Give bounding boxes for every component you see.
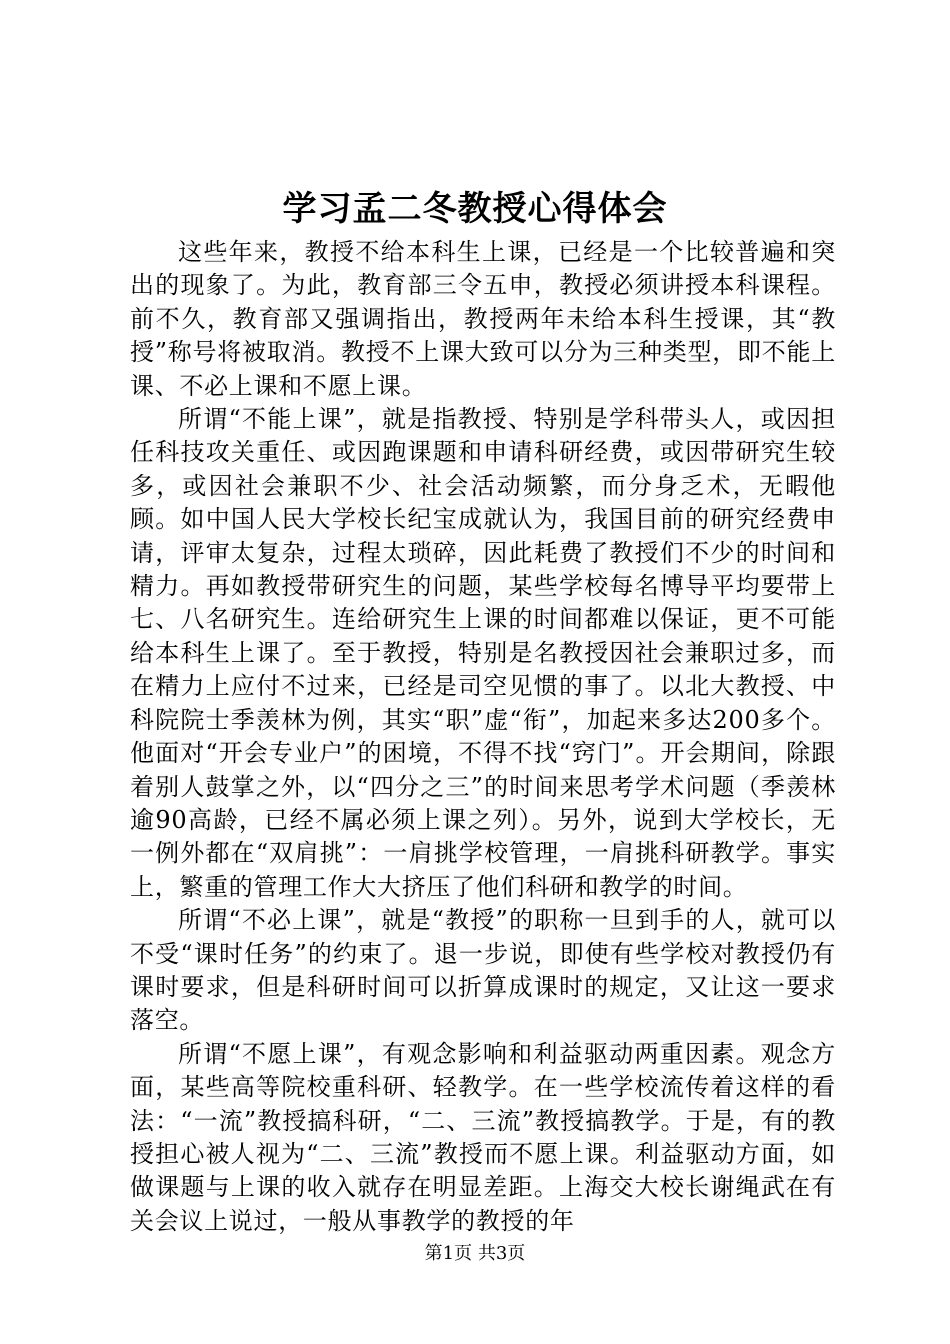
document-body: [130, 236, 836, 1238]
page-footer: 第1页 共3页: [424, 1243, 526, 1264]
paragraph-2: 所谓“不能上课”，就是指教授、特别是学科带头人，或因担任科技攻关重任、或因跑课题和申请科研经费，或因带研究生较多，或因社会兼职不少、社会活动频繁，而分身乏术，无暇他顾。如中国人民大学校长纪宝成就认为，我国目前的研究经费申请，评审太复杂，过程太琐碎，因此耗费了教授们不少的时间和精力。再如教授带研究生的问题，某些学校每名博导平均要带上七、八名研究生。连给研究生上课的时间都难以保证，更不可能给本科生上课了。至于教授，特别是名教授因社会兼职过多，而在精力上应付不过来，已经是司空见惯的事了。以北大教授、中科院院士季羡林为例，其实“职”虚“衔”，加起来多达200多个。他面对“开会专业户”的困境，不得不找“窍门”。开会期间，除跟着别人鼓掌之外，以“四分之三”的时间来思考学术问题（季羡林逾90高龄，已经不属必须上课之列）。另外，说到大学校长，无一例外都在“双肩挑”：一肩挑学校管理，一肩挑科研教学。事实上，繁重的管理工作大大挤压了他们科研和教学的时间。: [130, 405, 836, 901]
paragraph-3: 所谓“不必上课”，就是“教授”的职称一旦到手的人，就可以不受“课时任务”的约束了。退一步说，即使有些学校对教授仍有课时要求，但是科研时间可以折算成课时的规定，又让这一要求落空。: [130, 906, 836, 1035]
paragraph-4: 所谓“不愿上课”，有观念影响和利益驱动两重因素。观念方面，某些高等院校重科研、轻教学。在一些学校流传着这样的看法：“一流”教授搞科研，“二、三流”教授搞教学。于是，有的教授担心被人视为“二、三流”教授而不愿上课。利益驱动方面，如做课题与上课的收入就存在明显差距。上海交大校长谢绳武在有关会议上说过，一般从事教学的教授的年: [130, 1039, 836, 1235]
document-title: 学习孟二冬教授心得体会: [282, 189, 668, 229]
paragraph-1: 这些年来，教授不给本科生上课，已经是一个比较普遍和突出的现象了。为此，教育部三令五申，教授必须讲授本科课程。前不久，教育部又强调指出，教授两年未给本科生授课，其“教授”称号将被取消。教授不上课大致可以分为三种类型，即不能上课、不必上课和不愿上课。: [130, 238, 836, 400]
